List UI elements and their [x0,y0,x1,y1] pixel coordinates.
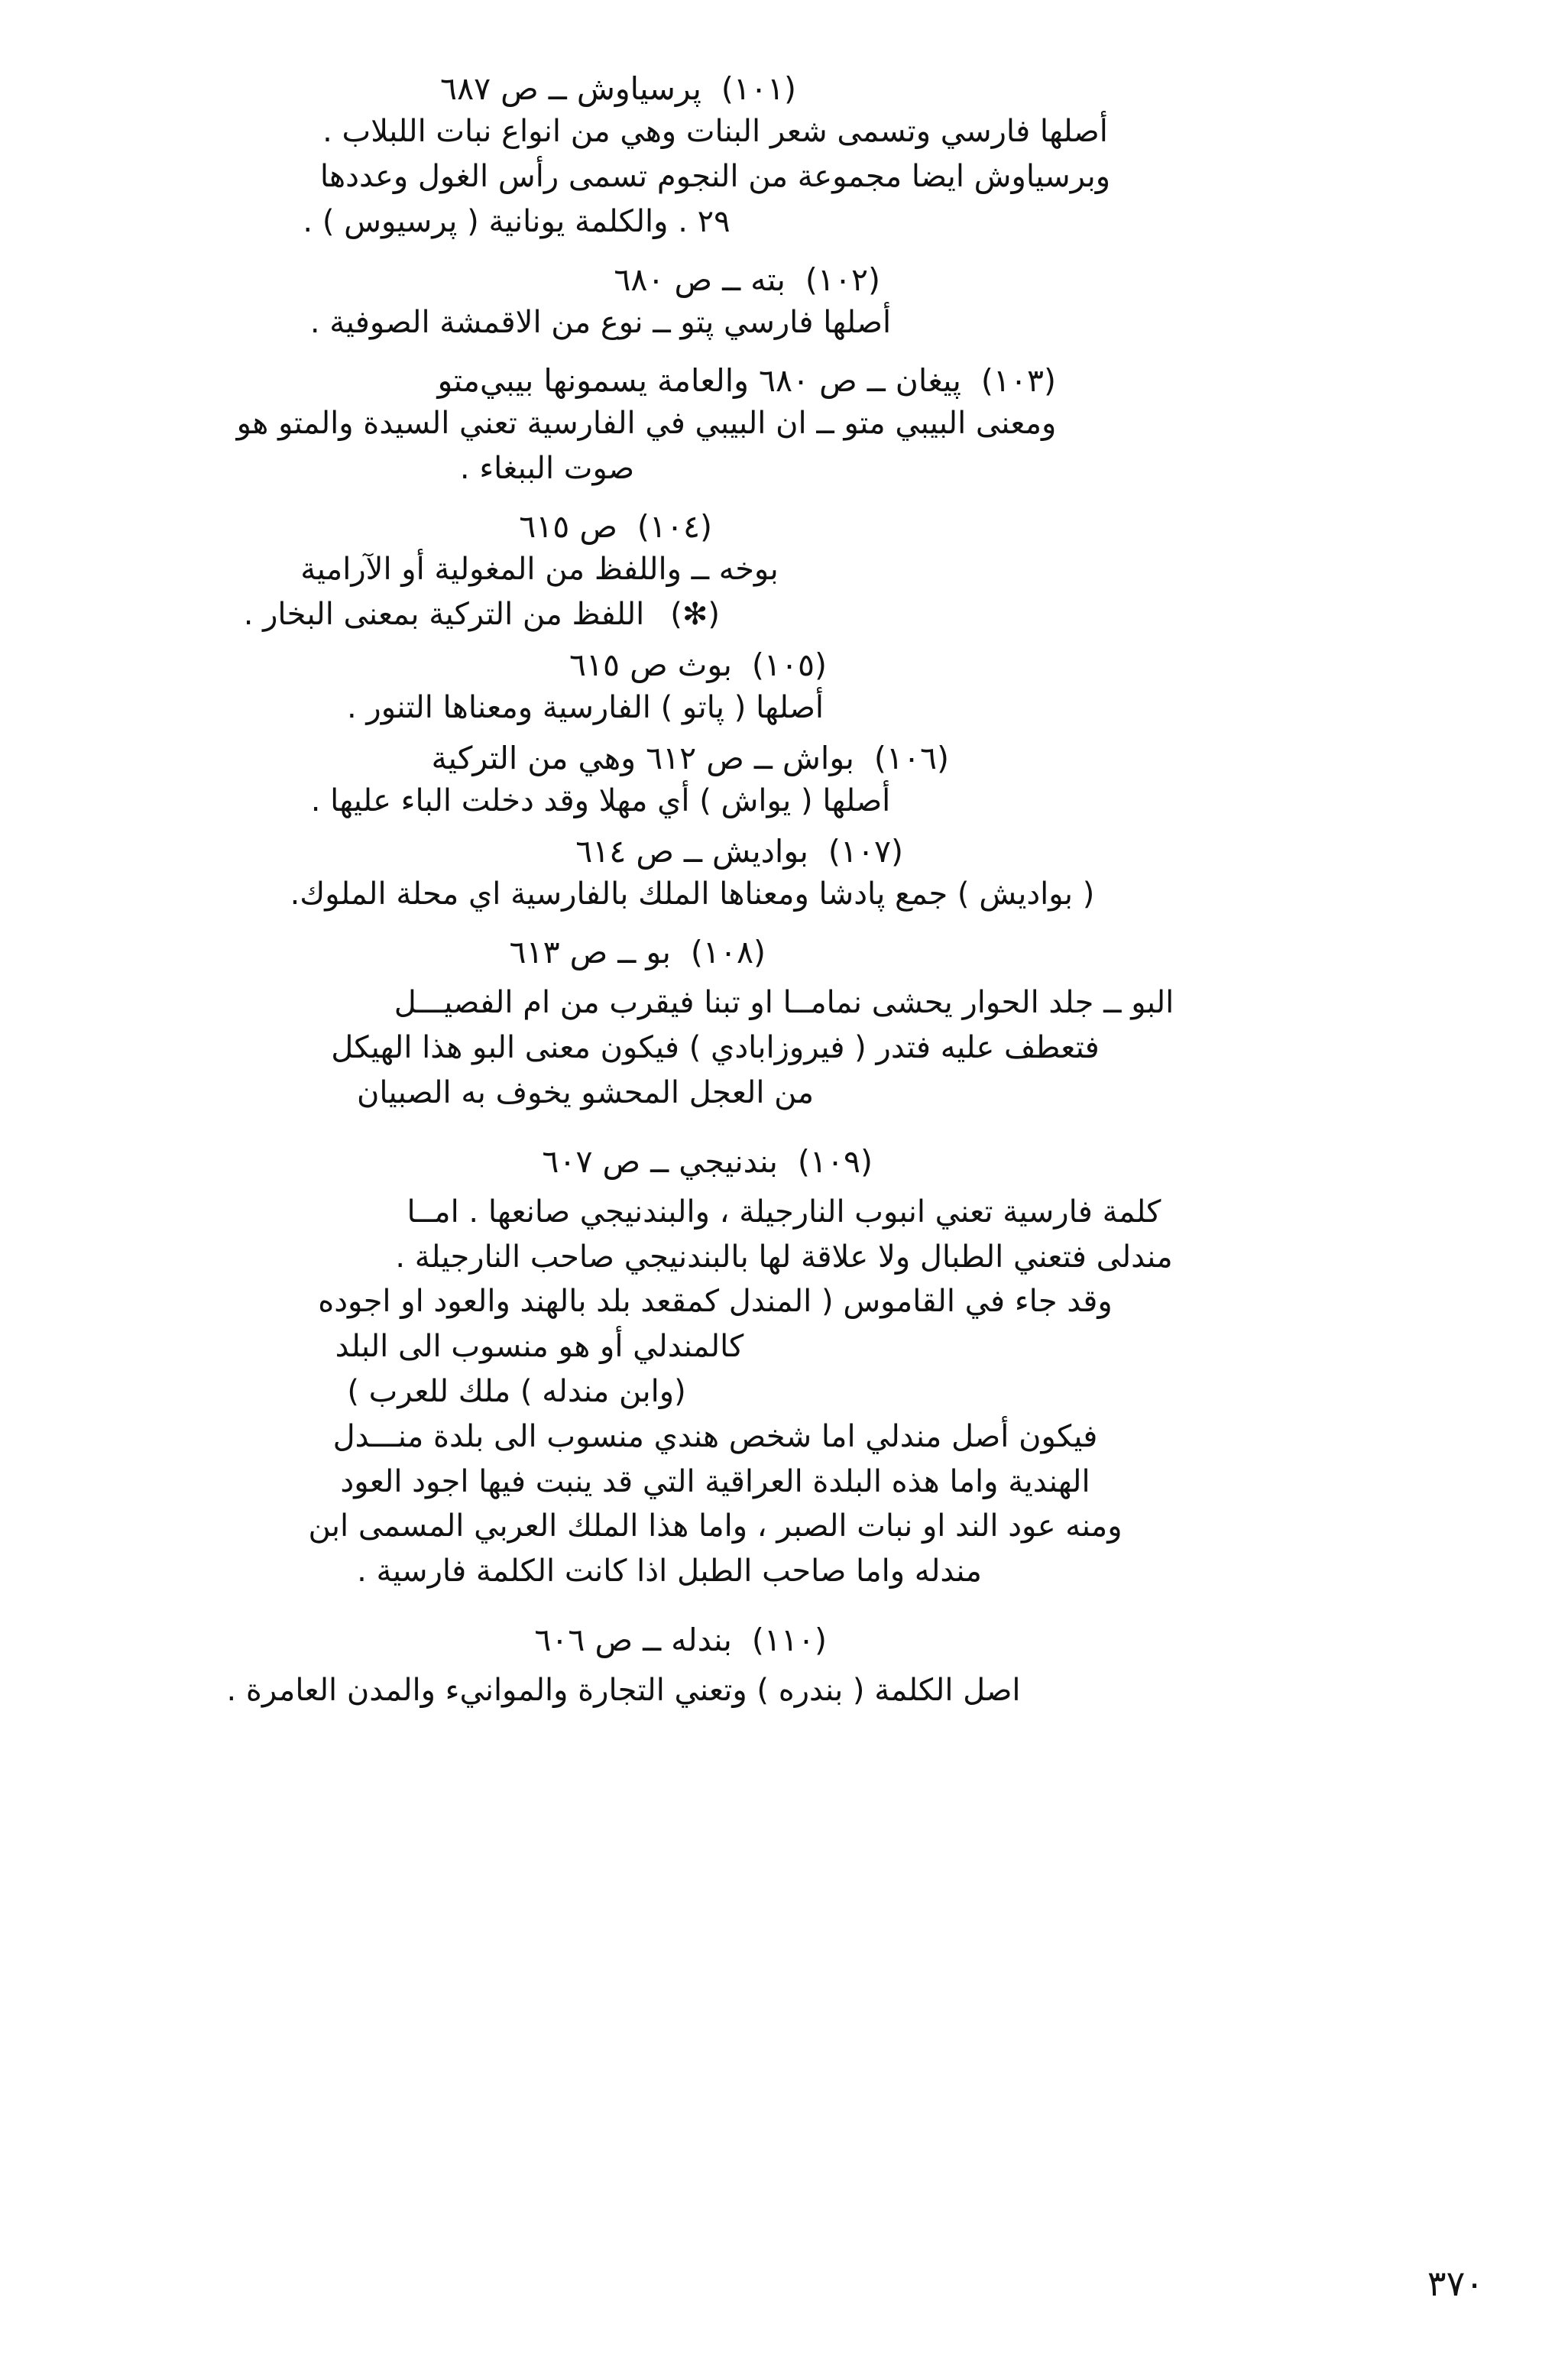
glossary-entry-103 [84,361,1484,491]
entry-number-106: (١٠٦) [873,739,949,776]
entry-number-110: (١١٠) [751,1622,827,1658]
entry-number-104: (١٠٤) [637,507,712,545]
entry-109-line-9: مندله واما صاحب الطبل اذا كانت الكلمة فارسية . [357,1554,982,1589]
spacer [84,1116,1484,1142]
entry-110-line-1: اصل الكلمة ( بندره ) وتعني التجارة والموانيء والمدن العامرة . [226,1673,1021,1709]
entry-header-109 [84,1142,1484,1182]
entry-101-line-1: أصلها فارسي وتسمى شعر البنات وهي من انواع نبات اللبلاب . [322,114,1108,150]
spacer [84,917,1484,932]
entry-109-line-5: (وابن مندله ) ملك للعرب ) [347,1374,686,1410]
spacer [84,731,1484,738]
entry-103-line-1: ومعنى البيبي متو ــ ان البيبي في الفارسية تعني السيدة والمتو هو [236,406,1057,442]
entry-headword-104: ص ٦١٥ [519,507,617,545]
entry-header-108 [84,932,1484,973]
glossary-entry-106 [84,738,1484,824]
entry-headword-110: بندله ــ ص ٦٠٦ [534,1622,732,1658]
spacer [84,245,1484,260]
entry-102-line-1: أصلها فارسي پتو ــ نوع من الاقمشة الصوفية . [309,304,892,340]
glossary-entry-104 [84,507,1484,637]
asterisk-icon: (✻) [670,596,720,632]
entry-headword-103: پيغان ــ ص ٦٨٠ والعامة يسمونها بيبي‌متو [437,361,961,399]
spacer [84,1594,1484,1620]
entry-104-footnote-text: اللفظ من التركية بمعنى البخار . [243,596,645,632]
entry-header-107 [84,831,1484,872]
entry-header-101 [84,69,1484,109]
entry-number-103: (١٠٣) [980,361,1056,399]
glossary-entry-109 [84,1142,1484,1594]
entry-header-104 [84,507,1484,547]
entry-header-102 [84,260,1484,300]
entry-109-line-7: الهندية واما هذه البلدة العراقية التي قد ينبت فيها اجود العود [340,1463,1090,1499]
entry-headword-109: بندنيجي ــ ص ٦٠٧ [542,1142,778,1180]
entry-109-line-3: وقد جاء في القاموس ( المندل كمقعد بلد بالهند والعود او اجوده [318,1284,1113,1320]
entry-108-line-1: البو ــ جلد الحوار يحشى نمامــا او تبنا فيقرب من ام الفصيـــل [394,985,1174,1021]
entry-104-line-1: بوخه ــ واللفظ من المغولية أو الآرامية [300,551,779,587]
entry-headword-101: پرسياوش ــ ص ٦٨٧ [440,70,701,107]
entry-number-105: (١٠٥) [751,646,827,683]
spacer [84,1661,1484,1668]
entry-headword-108: بو ــ ص ٦١٣ [509,933,671,970]
entry-105-line-1: أصلها ( پاتو ) الفارسية ومعناها التنور . [346,689,824,725]
entry-101-line-2: وبرسياوش ايضا مجموعة من النجوم تسمى رأس الغول وعددها [319,159,1111,195]
spacer [84,491,1484,507]
entry-header-105 [84,645,1484,685]
entry-number-101: (١٠١) [721,70,796,107]
entry-number-102: (١٠٢) [805,261,880,298]
entry-109-line-4: كالمندلي أو هو منسوب الى البلد [335,1329,744,1365]
glossary-entry-108 [84,932,1484,1116]
spacer [84,973,1484,980]
entry-headword-107: بواديش ــ ص ٦١٤ [575,832,808,870]
entry-header-110 [84,1620,1484,1661]
entry-108-line-2: فتعطف عليه فتدر ( فيروزابادي ) فيكون معنى البو هذا الهيكل [331,1029,1100,1065]
entry-103-line-2: صوت الببغاء . [459,450,635,486]
glossary-entry-107 [84,831,1484,917]
entry-headword-106: بواش ــ ص ٦١٢ وهي من التركية [431,739,854,776]
glossary-entry-105 [84,645,1484,731]
glossary-entry-102 [84,260,1484,345]
entry-109-line-6: فيكون أصل مندلي اما شخص هندي منسوب الى بلدة منـــدل [332,1418,1098,1454]
entry-number-109: (١٠٩) [797,1142,873,1180]
entry-header-103 [84,361,1484,401]
entry-headword-102: بته ــ ص ٦٨٠ [614,261,786,298]
spacer [84,1182,1484,1190]
entry-108-line-3: من العجل المحشو يخوف به الصبيان [356,1074,815,1110]
entry-header-106 [84,738,1484,779]
entry-headword-105: بوث ص ٦١٥ [569,646,732,683]
entry-107-line-1: ( بواديش ) جمع پادشا ومعناها الملك بالفارسية اي محلة الملوك. [290,877,1095,912]
spacer [84,345,1484,361]
entry-106-line-1: أصلها ( يواش ) أي مهلا وقد دخلت الباء عليها . [310,783,891,818]
entry-104-footnote [84,592,1484,637]
entry-109-line-2: مندلى فتعني الطبال ولا علاقة لها بالبندنيجي صاحب النارجيلة . [395,1239,1173,1275]
spacer [84,637,1484,645]
entry-109-line-8: ومنه عود الند او نبات الصبر ، واما هذا الملك العربي المسمى ابن [308,1508,1123,1544]
page-content [84,69,1484,1713]
entry-number-108: (١٠٨) [690,933,766,970]
page-number: ٣٧٠ [1427,2263,1484,2304]
glossary-entry-101 [84,69,1484,245]
glossary-entry-110 [84,1620,1484,1713]
entry-109-line-1: كلمة فارسية تعني انبوب النارجيلة ، والبندنيجي صانعها . امــا [407,1194,1161,1230]
spacer [84,824,1484,831]
entry-number-107: (١٠٧) [828,832,903,870]
entry-101-line-3: ٢٩ . والكلمة يونانية ( پرسيوس ) . [303,203,731,239]
